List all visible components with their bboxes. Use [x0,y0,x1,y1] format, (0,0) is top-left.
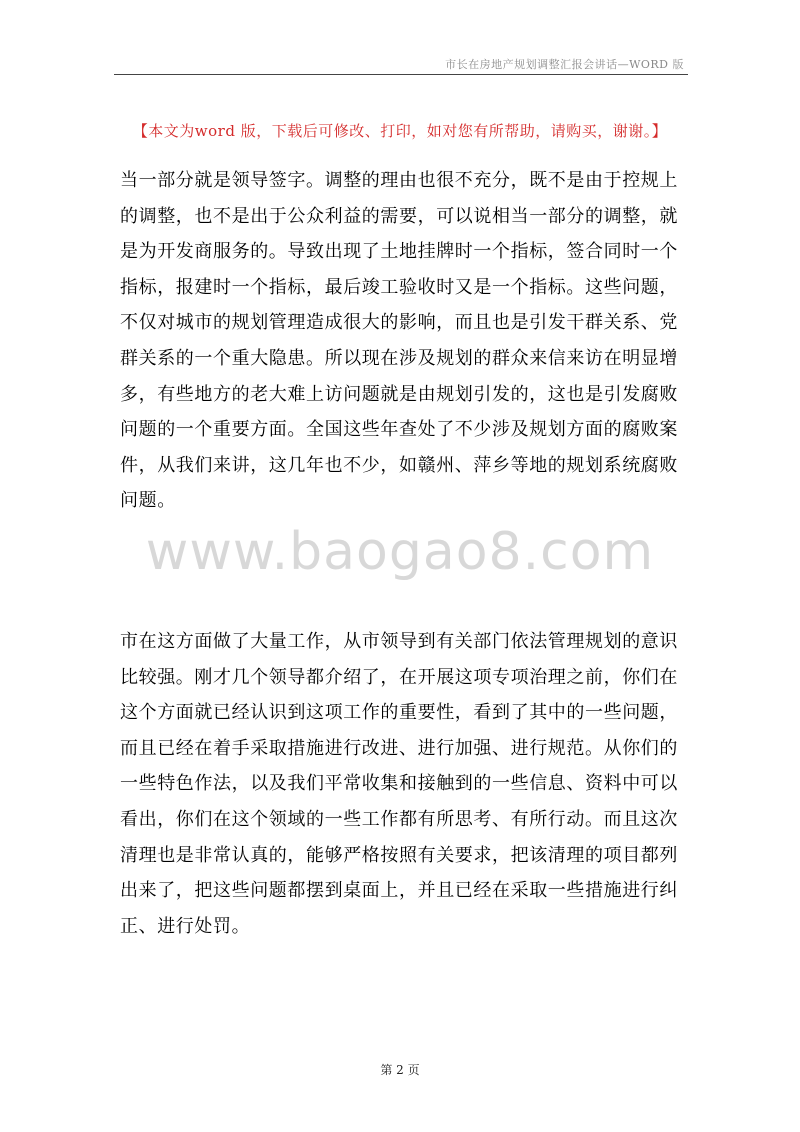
paragraph-line: 不仅对城市的规划管理造成很大的影响，而且也是引发干群关系、党 [120,312,678,334]
running-header: 市长在房地产规划调整汇报会讲话—WORD 版 [445,58,684,71]
paragraph-line: 正、进行处罚。 [120,915,251,937]
paragraph-line: 多，有些地方的老大难上访问题就是由规划引发的，这也是引发腐败 [120,383,678,405]
purchase-notice: 【本文为word 版，下载后可修改、打印，如对您有所帮助，请购买，谢谢。】 [132,122,668,140]
paragraph-line: 清理也是非常认真的，能够严格按照有关要求，把该清理的项目都列 [120,844,678,866]
page-number: 第 2 页 [380,1063,420,1077]
paragraph-line: 一些特色作法，以及我们平常收集和接触到的一些信息、资料中可以 [120,773,678,795]
paragraph-line: 的调整，也不是出于公众利益的需要，可以说相当一部分的调整，就 [120,205,678,227]
paragraph-line: 问题。 [120,490,176,512]
header-divider [114,74,688,75]
paragraph-line: 而且已经在着手采取措施进行改进、进行加强、进行规范。从你们的 [120,737,678,759]
paragraph-line: 这个方面就已经认识到这项工作的重要性，看到了其中的一些问题， [120,702,678,724]
paragraph-line: 指标，报建时一个指标，最后竣工验收时又是一个指标。这些问题， [120,276,678,298]
paragraph-line: 件，从我们来讲，这几年也不少，如赣州、萍乡等地的规划系统腐败 [120,454,678,476]
body-paragraph-1 [120,163,688,519]
paragraph-line: 群关系的一个重大隐患。所以现在涉及规划的群众来信来访在明显增 [120,347,678,369]
body-paragraph-2 [120,624,688,944]
watermark: www.baogao8.com [145,522,655,582]
paragraph-line: 市在这方面做了大量工作，从市领导到有关部门依法管理规划的意识 [120,631,678,652]
paragraph-line: 当一部分就是领导签字。调整的理由也很不充分，既不是由于控规上 [120,170,678,191]
paragraph-line: 比较强。刚才几个领导都介绍了，在开展这项专项治理之前，你们在 [120,666,678,688]
paragraph-line: 问题的一个重要方面。全国这些年查处了不少涉及规划方面的腐败案 [120,419,678,441]
paragraph-line: 是为开发商服务的。导致出现了土地挂牌时一个指标，签合同时一个 [120,241,678,263]
paragraph-line: 出来了，把这些问题都摆到桌面上，并且已经在采取一些措施进行纠 [120,880,678,902]
paragraph-line: 看出，你们在这个领域的一些工作都有所思考、有所行动。而且这次 [120,808,678,830]
